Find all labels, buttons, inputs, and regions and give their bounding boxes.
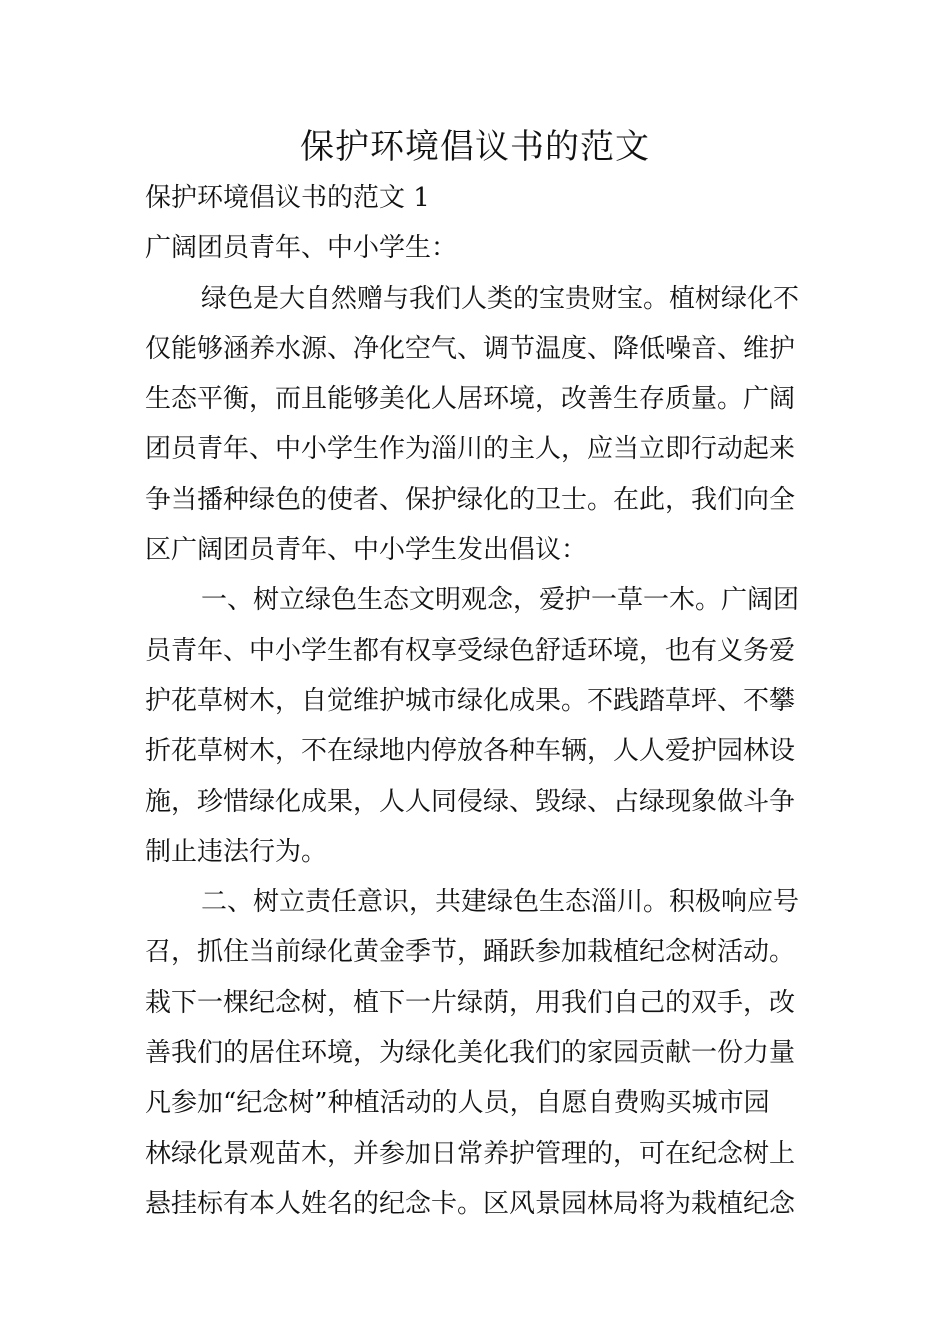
body-line: 二、树立责任意识，共建绿色生态淄川。积极响应号 <box>201 887 800 918</box>
body-line: 生态平衡，而且能够美化人居环境，改善生存质量。广阔 <box>145 384 796 415</box>
body-line: 争当播种绿色的使者、保护绿化的卫士。在此，我们向全 <box>145 484 796 515</box>
body-line: 善我们的居住环境，为绿化美化我们的家园贡献一份力量 <box>145 1038 796 1069</box>
body-line: 一、树立绿色生态文明观念，爱护一草一木。广阔团 <box>201 585 800 616</box>
body-line: 施，珍惜绿化成果，人人同侵绿、毁绿、占绿现象做斗争 <box>145 786 796 817</box>
body-line: 护花草树木，自觉维护城市绿化成果。不践踏草坪、不攀 <box>145 685 796 716</box>
body-line: 折花草树木，不在绿地内停放各种车辆，人人爱护园林设 <box>145 736 796 767</box>
body-line: 制止违法行为。 <box>145 836 328 867</box>
body-line: 员青年、中小学生都有权享受绿色舒适环境，也有义务爱 <box>145 635 796 666</box>
document-title: 保护环境倡议书的范文 <box>300 127 650 167</box>
body-line: 凡参加“纪念树”种植活动的人员，自愿自费购买城市园 <box>145 1088 770 1119</box>
body-line: 仅能够涵养水源、净化空气、调节温度、降低噪音、维护 <box>145 333 796 364</box>
salutation: 广阔团员青年、中小学生： <box>145 233 458 264</box>
body-line: 林绿化景观苗木，并参加日常养护管理的，可在纪念树上 <box>145 1138 796 1169</box>
body-line: 召，抓住当前绿化黄金季节，踊跃参加栽植纪念树活动。 <box>145 937 796 968</box>
body-line: 绿色是大自然赠与我们人类的宝贵财宝。植树绿化不 <box>201 283 800 314</box>
document-body <box>145 173 805 1229</box>
body-line: 区广阔团员青年、中小学生发出倡议： <box>145 535 588 566</box>
section-heading: 保护环境倡议书的范文 1 <box>145 183 430 213</box>
body-line: 悬挂标有本人姓名的纪念卡。区风景园林局将为栽植纪念 <box>145 1188 796 1219</box>
body-line: 栽下一棵纪念树，植下一片绿荫，用我们自己的双手，改 <box>145 987 796 1018</box>
body-line: 团员青年、中小学生作为淄川的主人，应当立即行动起来 <box>145 434 796 465</box>
